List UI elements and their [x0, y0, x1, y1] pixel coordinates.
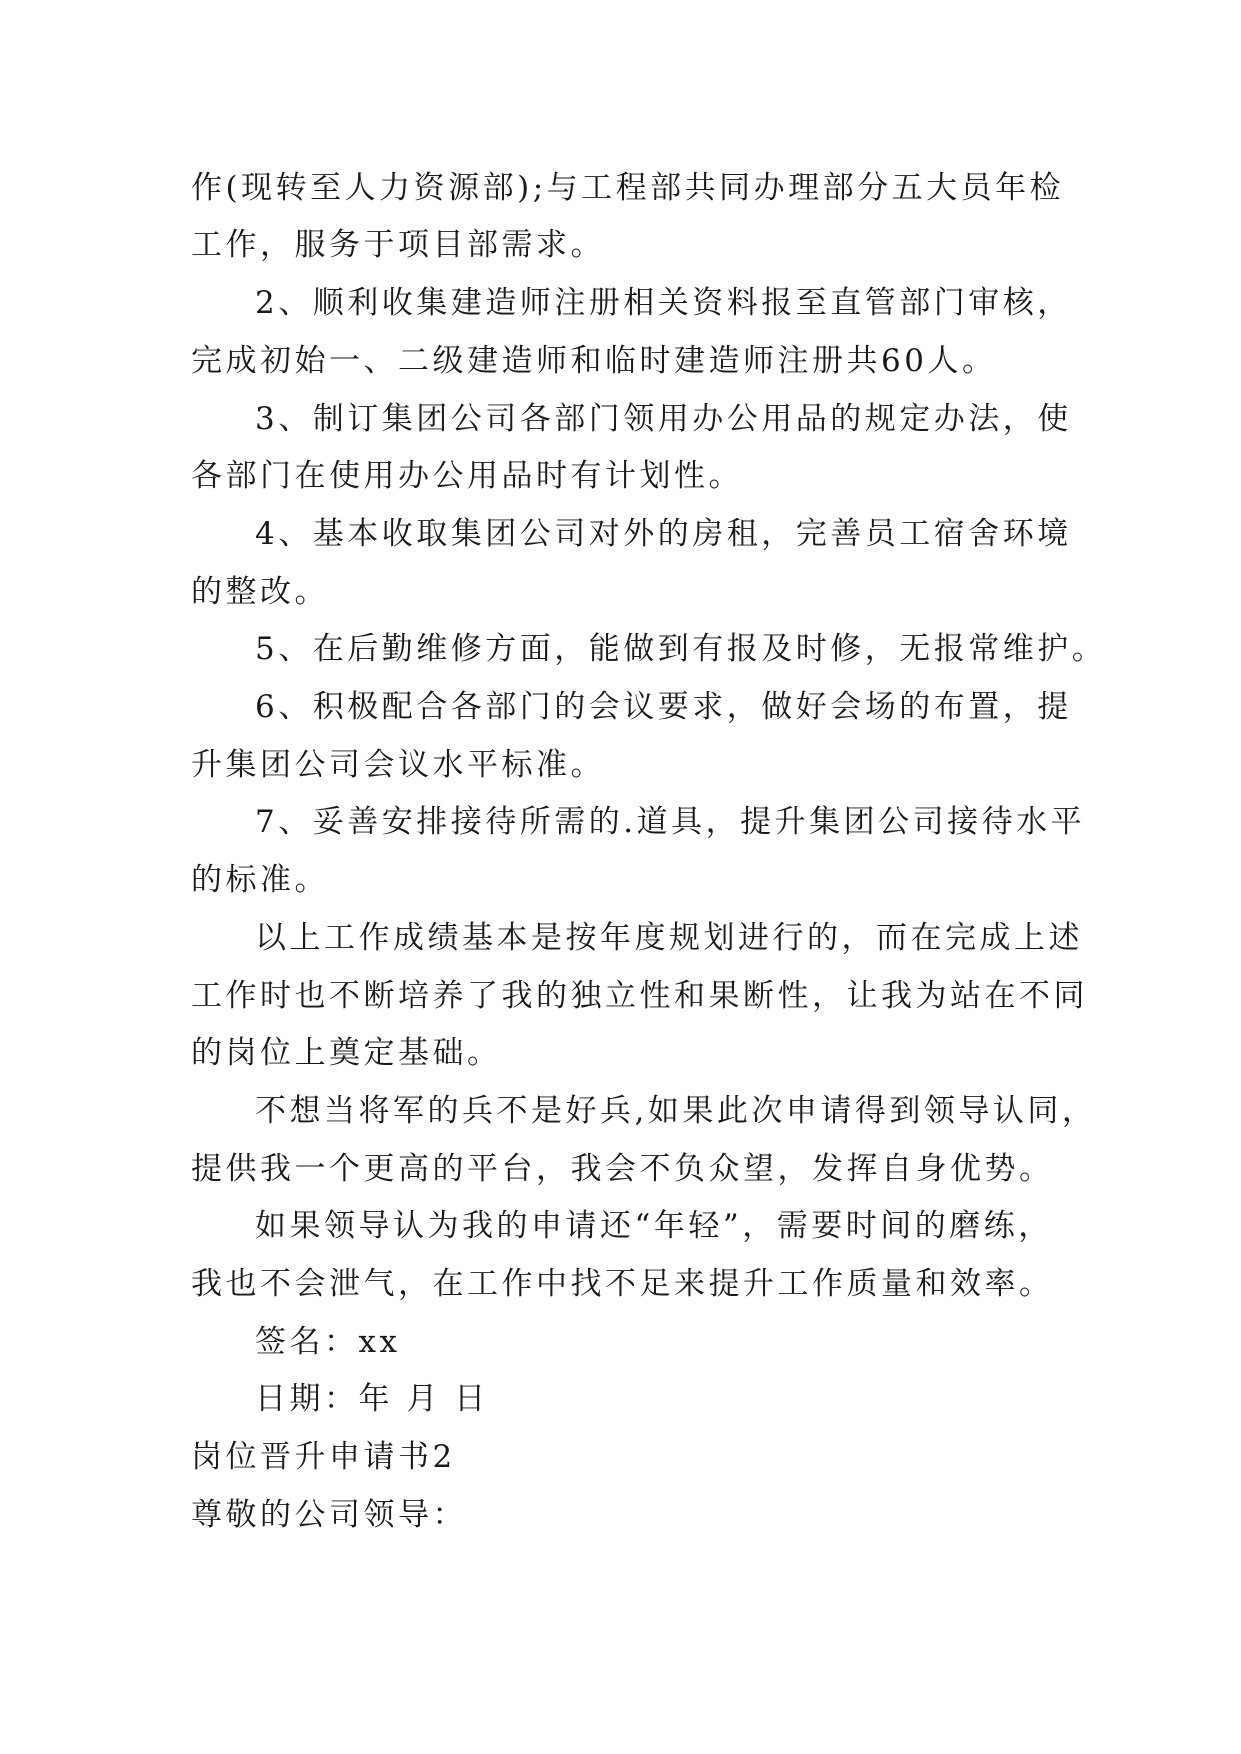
text-line: 4、基本收取集团公司对外的房租，完善员工宿舍环境 [255, 516, 1072, 552]
text-line: 6、积极配合各部门的会议要求，做好会场的布置，提 [255, 689, 1072, 725]
date-line: 日期：年 月 日 [255, 1381, 489, 1417]
text-line: 如果领导认为我的申请还“年轻”，需要时间的磨练， [255, 1208, 1053, 1244]
text-line: 不想当将军的兵不是好兵,如果此次申请得到领导认同， [255, 1093, 1097, 1129]
signature-line: 签名：xx [255, 1324, 401, 1360]
text-line: 以上工作成绩基本是按年度规划进行的，而在完成上述 [255, 920, 1083, 956]
text-line: 3、制订集团公司各部门领用办公用品的规定办法，使 [255, 401, 1072, 437]
text-line: 完成初始一、二级建造师和临时建造师注册共60人。 [191, 343, 997, 379]
text-line: 作(现转至人力资源部);与工程部共同办理部分五大员年检 [191, 170, 1065, 206]
text-line: 提供我一个更高的平台，我会不负众望，发挥自身优势。 [191, 1151, 1054, 1187]
text-line: 的岗位上奠定基础。 [191, 1035, 502, 1071]
text-line: 的整改。 [191, 574, 329, 610]
text-line: 各部门在使用办公用品时有计划性。 [191, 458, 743, 494]
text-line: 我也不会泄气，在工作中找不足来提升工作质量和效率。 [191, 1266, 1054, 1302]
text-line: 5、在后勤维修方面，能做到有报及时修，无报常维护。 [255, 631, 1107, 667]
text-line: 升集团公司会议水平标准。 [191, 747, 605, 783]
text-line: 工作时也不断培养了我的独立性和果断性，让我为站在不同 [191, 978, 1088, 1014]
text-line: 2、顺利收集建造师注册相关资料报至直管部门审核， [255, 285, 1072, 321]
section-title: 岗位晋升申请书2 [191, 1439, 456, 1475]
salutation: 尊敬的公司领导： [191, 1497, 467, 1533]
text-line: 工作，服务于项目部需求。 [191, 227, 605, 263]
text-line: 7、妥善安排接待所需的.道具，提升集团公司接待水平 [255, 804, 1086, 840]
text-line: 的标准。 [191, 862, 329, 898]
